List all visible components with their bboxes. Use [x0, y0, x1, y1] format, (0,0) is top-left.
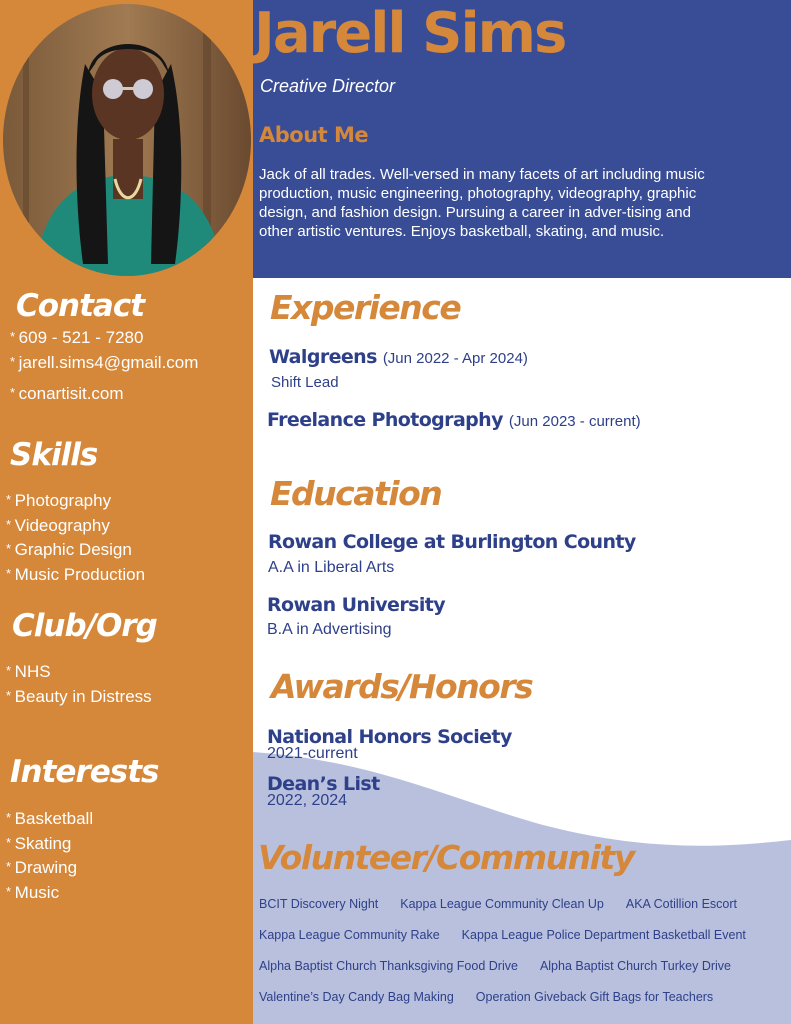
list-item: * Music Production [6, 562, 145, 587]
degree: B.A in Advertising [267, 621, 392, 638]
volunteer-row [259, 919, 779, 950]
position-title: Shift Lead [271, 374, 339, 391]
list-item: * NHS [6, 659, 152, 684]
degree: A.A in Liberal Arts [268, 559, 395, 576]
education-heading: Education [270, 474, 442, 513]
list-item: * Photography [6, 488, 145, 513]
about-text: Jack of all trades. Well-versed in many facets of art including music production, music engineering, photography, videography, graphic design, and fashion design. Pursuing a career in adver-tising and other artistic ventures. Enjoys basketball, skating, and music. [259, 166, 705, 240]
list-item: BCIT Discovery Night [259, 896, 379, 911]
job-title: Creative Director [260, 76, 396, 96]
interests-list [6, 806, 93, 904]
employment-dates: (Jun 2022 - Apr 2024) [382, 350, 528, 367]
school-name: Rowan College at Burlington County [268, 531, 636, 553]
list-item: * Music [6, 880, 93, 905]
list-item: * Graphic Design [6, 537, 145, 562]
experience-heading: Experience [270, 288, 461, 327]
award-name: Dean’s List [267, 773, 380, 795]
skills-heading: Skills [10, 437, 98, 473]
about-heading: About Me [259, 123, 369, 147]
list-item: * Skating [6, 831, 93, 856]
volunteer-row [259, 888, 779, 919]
volunteer-row [259, 950, 779, 981]
list-item: Alpha Baptist Church Thanksgiving Food Drive [259, 958, 518, 973]
employment-dates: (Jun 2023 - current) [508, 413, 641, 430]
list-item: Alpha Baptist Church Turkey Drive [539, 958, 731, 973]
volunteer-row [259, 981, 779, 1012]
school-name: Rowan University [267, 594, 445, 616]
contact-heading: Contact [16, 288, 145, 324]
skills-list [6, 488, 145, 586]
phone-number: * 609 - 521 - 7280 [10, 325, 198, 350]
award-dates: 2022, 2024 [267, 792, 348, 809]
list-item: Operation Giveback Gift Bags for Teachers [475, 989, 714, 1004]
website-link[interactable]: * conartisit.com [10, 381, 198, 406]
profile-photo [3, 4, 251, 276]
list-item: Kappa League Police Department Basketball Event [461, 927, 746, 942]
list-item: * Beauty in Distress [6, 684, 152, 709]
list-item: Valentine’s Day Candy Bag Making [259, 989, 454, 1004]
club-org-list [6, 659, 152, 708]
awards-heading: Awards/Honors [271, 667, 533, 706]
list-item: AKA Cotillion Escort [625, 896, 738, 911]
candidate-name: Jarell Sims [254, 1, 566, 66]
employer-name: Freelance Photography [267, 409, 503, 431]
award-dates: 2021-current [267, 745, 358, 762]
email-address: * jarell.sims4@gmail.com [10, 350, 198, 375]
experience-entry-title [269, 346, 528, 368]
list-item: Kappa League Community Clean Up [400, 896, 604, 911]
volunteer-list [259, 888, 779, 1012]
award-name: National Honors Society [267, 726, 512, 748]
list-item: * Basketball [6, 806, 93, 831]
interests-heading: Interests [10, 754, 159, 790]
volunteer-heading: Volunteer/Community [258, 838, 634, 877]
experience-entry-title [267, 409, 641, 431]
employer-name: Walgreens [269, 346, 377, 368]
contact-list [10, 325, 198, 406]
list-item: Kappa League Community Rake [259, 927, 440, 942]
list-item: * Drawing [6, 855, 93, 880]
club-org-heading: Club/Org [12, 608, 157, 644]
list-item: * Videography [6, 513, 145, 538]
